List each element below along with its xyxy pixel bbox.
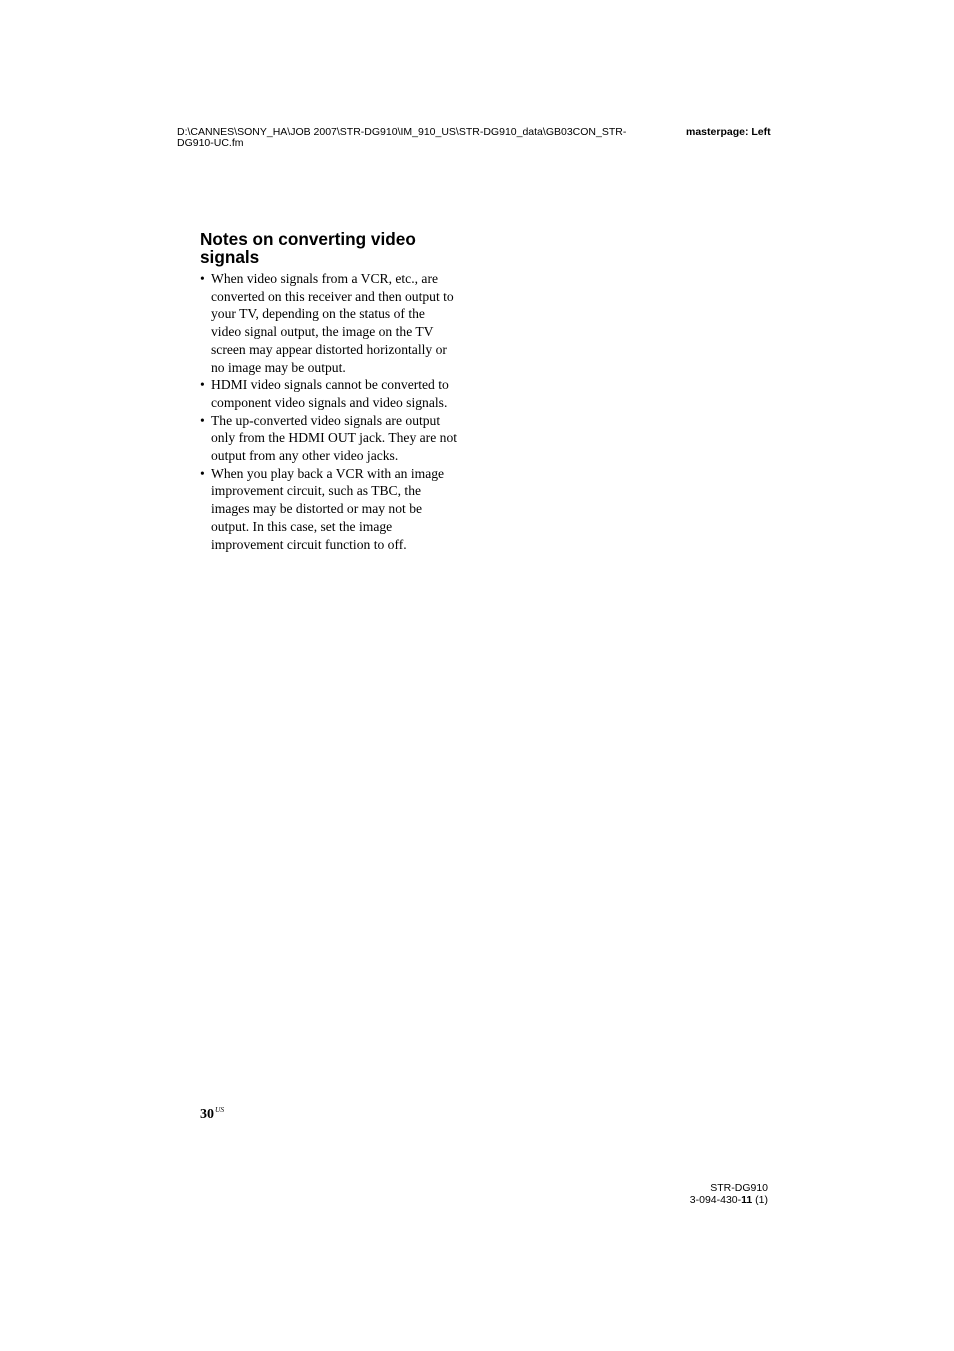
section-title-line-1: Notes on converting video (200, 229, 416, 249)
list-item-line: The up-converted video signals are output (211, 412, 441, 428)
page-number-suffix: US (215, 1105, 225, 1114)
document-code-suffix: (1) (752, 1193, 768, 1206)
list-item (200, 465, 475, 554)
list-item-line: improvement circuit function to off. (211, 536, 407, 552)
notes-section (200, 230, 475, 553)
bullet-marker: • (200, 377, 205, 393)
list-item (200, 412, 475, 465)
list-item-line: your TV, depending on the status of the (211, 306, 425, 322)
list-item-line: When video signals from a VCR, etc., are (211, 271, 439, 286)
bullet-marker: • (200, 271, 205, 286)
list-item-line: When you play back a VCR with an image (211, 465, 445, 481)
list-item-line: output from any other video jacks. (211, 448, 399, 464)
bullet-marker: • (200, 412, 205, 428)
file-path-line-1: D:\CANNES\SONY_HA\JOB 2007\STR-DG910\IM_910_US\STR-DG910_data\GB03CON_STR- (177, 126, 627, 138)
list-item (200, 270, 475, 376)
list-item-line: HDMI video signals cannot be converted to (211, 377, 449, 393)
list-item-line: screen may appear distorted horizontally or (211, 341, 447, 357)
file-path-header (177, 127, 667, 149)
list-item-line: only from the HDMI OUT jack. They are not (211, 430, 458, 446)
model-name: STR-DG910 (710, 1182, 768, 1194)
section-title (200, 230, 475, 266)
list-item (200, 376, 475, 411)
bullet-marker: • (200, 465, 205, 481)
document-footer (690, 1183, 768, 1206)
list-item-line: video signal output, the image on the TV (211, 324, 434, 340)
section-title-line-2: signals (200, 247, 260, 267)
document-code (690, 1195, 768, 1207)
list-item-line: images may be distorted or may not be (211, 501, 423, 517)
list-item-line: no image may be output. (211, 359, 346, 375)
notes-list (200, 270, 475, 553)
document-code-prefix: 3-094-430- (689, 1193, 742, 1206)
list-item-line: converted on this receiver and then output to (211, 288, 454, 304)
list-item-line: improvement circuit, such as TBC, the (211, 483, 422, 499)
masterpage-label: masterpage: Left (686, 126, 771, 138)
page-number-value: 30 (200, 1107, 214, 1122)
page-number (200, 1102, 224, 1123)
document-code-bold: 11 (741, 1193, 753, 1206)
list-item-line: output. In this case, set the image (211, 518, 393, 534)
list-item-line: component video signals and video signals. (211, 394, 448, 410)
file-path-line-2: DG910-UC.fm (177, 137, 244, 149)
